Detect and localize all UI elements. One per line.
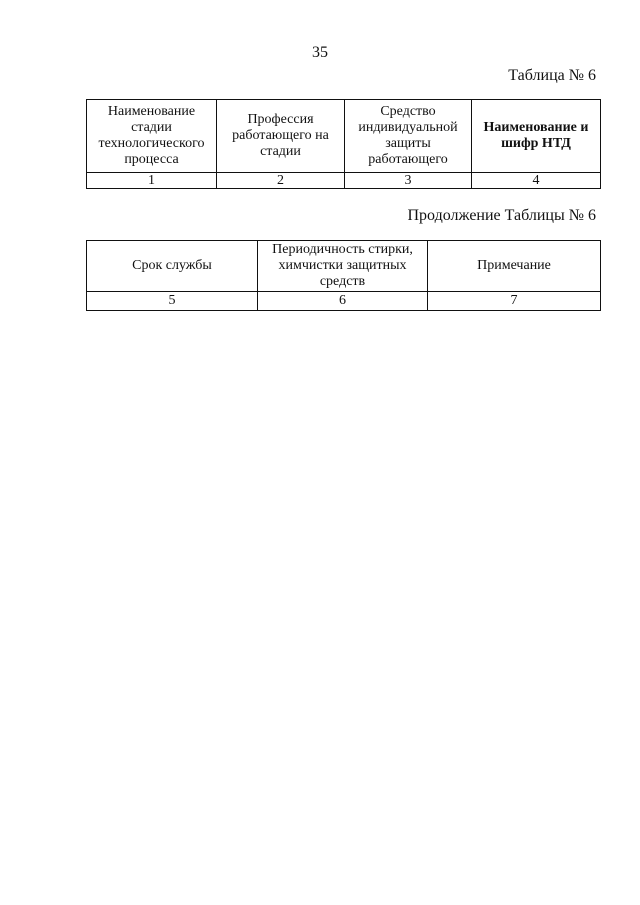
table-2: [86, 240, 601, 311]
table-1-number-cell: 4: [472, 173, 601, 189]
table-1-header-row: [87, 100, 601, 173]
table-2-number-row: [87, 292, 601, 311]
table-1-caption: Таблица № 6: [508, 67, 596, 84]
table-1: [86, 99, 601, 189]
table-1-number-cell: 2: [217, 173, 345, 189]
table-1-header-cell: Наименование и шифр НТД: [472, 100, 601, 173]
table-2-number-cell: 7: [428, 292, 601, 311]
table-1-header-cell: Наименование стадии технологического процесса: [87, 100, 217, 173]
table-2-header-row: [87, 241, 601, 292]
table-1-number-row: [87, 173, 601, 189]
table-2-header-cell: Срок службы: [87, 241, 258, 292]
table-1-header-cell: Профессия работающего на стадии: [217, 100, 345, 173]
table-2-number-cell: 5: [87, 292, 258, 311]
table-1-header-cell: Средство индивидуальной защиты работающего: [345, 100, 472, 173]
table-1-number-cell: 1: [87, 173, 217, 189]
page-number: 35: [312, 44, 328, 61]
table-2-caption: Продолжение Таблицы № 6: [407, 207, 596, 224]
table-2-header-cell: Примечание: [428, 241, 601, 292]
table-2-number-cell: 6: [258, 292, 428, 311]
table-2-header-cell: Периодичность стирки, химчистки защитных средств: [258, 241, 428, 292]
table-1-number-cell: 3: [345, 173, 472, 189]
